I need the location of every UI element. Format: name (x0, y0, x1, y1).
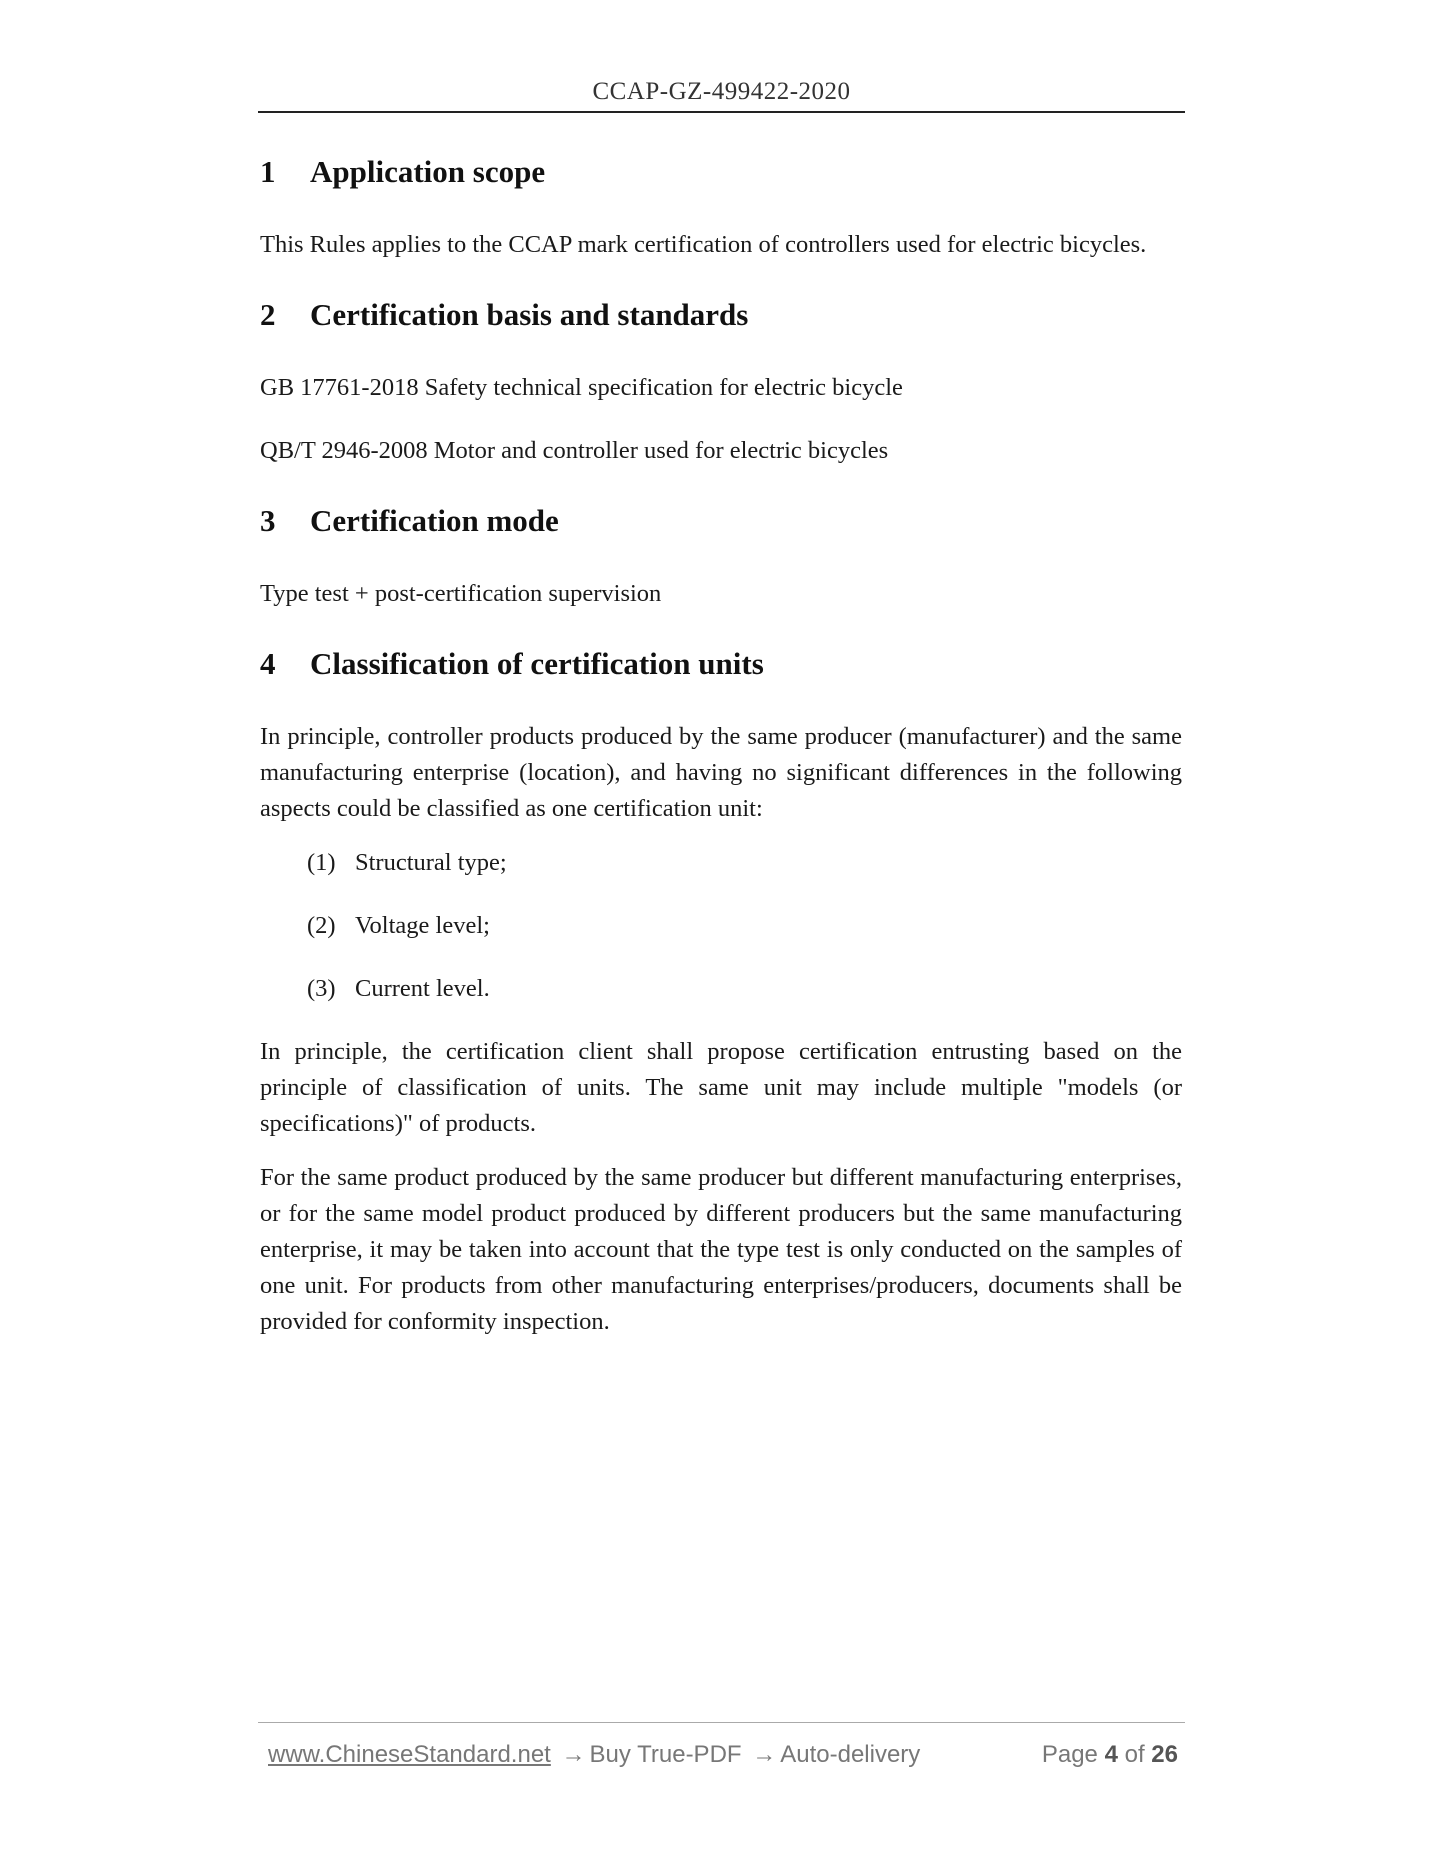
list-text: Voltage level; (355, 912, 490, 939)
header-divider (258, 111, 1185, 113)
paragraph: This Rules applies to the CCAP mark certification of controllers used for electric bicycles. (260, 231, 1147, 258)
section-number: 4 (260, 646, 276, 681)
arrow-right-icon: → (561, 1741, 586, 1768)
paragraph: In principle, controller products produced by the same producer (manufacturer) and the same manufacturing enterprise (location), and having no significant differences in the following aspects could be classified as one certification unit: (260, 723, 1182, 822)
document-code: CCAP-GZ-499422-2020 (592, 78, 851, 105)
page-indicator (1042, 1741, 1178, 1769)
list-item (307, 971, 1182, 1007)
section-title: Certification basis and standards (310, 297, 749, 332)
section-number: 2 (260, 297, 276, 332)
website-link[interactable]: www.ChineseStandard.net (268, 1741, 551, 1768)
page-of: of (1124, 1741, 1145, 1768)
paragraph: For the same product produced by the same producer but different manufacturing enterprises, or for the same model product produced by different producers but the same manufacturing enterprise, it may be taken into account that the type test is only conducted on the samples of one unit. For products from other manufacturing enterprises/producers, documents shall be provided for conformity inspection. (260, 1164, 1182, 1335)
buy-pdf-text: Buy True-PDF (589, 1741, 742, 1768)
section-title: Certification mode (310, 503, 559, 538)
paragraph: In principle, the certification client shall propose certification entrusting based on the principle of classification of units. The same unit may include multiple "models (or specifications)" of products. (260, 1038, 1182, 1137)
section-title: Application scope (310, 154, 546, 189)
section-heading-2 (260, 297, 1182, 333)
list-text: Structural type; (355, 849, 507, 876)
page-label: Page (1041, 1741, 1098, 1768)
list-item (307, 908, 1182, 944)
section-heading-3 (260, 503, 1182, 539)
section-number: 3 (260, 503, 276, 538)
list-marker: (1) (307, 849, 336, 876)
list-item (307, 845, 1182, 881)
arrow-right-icon: → (752, 1741, 777, 1768)
paragraph: Type test + post-certification supervision (260, 580, 662, 607)
section-heading-4 (260, 646, 1182, 682)
page-total: 26 (1151, 1741, 1178, 1768)
section-heading-1 (260, 154, 1182, 190)
document-body (260, 154, 1182, 1340)
footer-divider (258, 1722, 1185, 1723)
section-title: Classification of certification units (310, 646, 764, 681)
list-marker: (2) (307, 912, 336, 939)
list-text: Current level. (355, 975, 490, 1002)
footer-links (268, 1741, 920, 1769)
page-footer (268, 1741, 1178, 1769)
auto-delivery-text: Auto-delivery (780, 1741, 921, 1768)
standard-reference: QB/T 2946-2008 Motor and controller used for electric bicycles (260, 437, 889, 464)
section-number: 1 (260, 154, 276, 189)
page-current: 4 (1104, 1741, 1118, 1768)
list-marker: (3) (307, 975, 336, 1002)
standard-reference: GB 17761-2018 Safety technical specification for electric bicycle (260, 374, 903, 401)
